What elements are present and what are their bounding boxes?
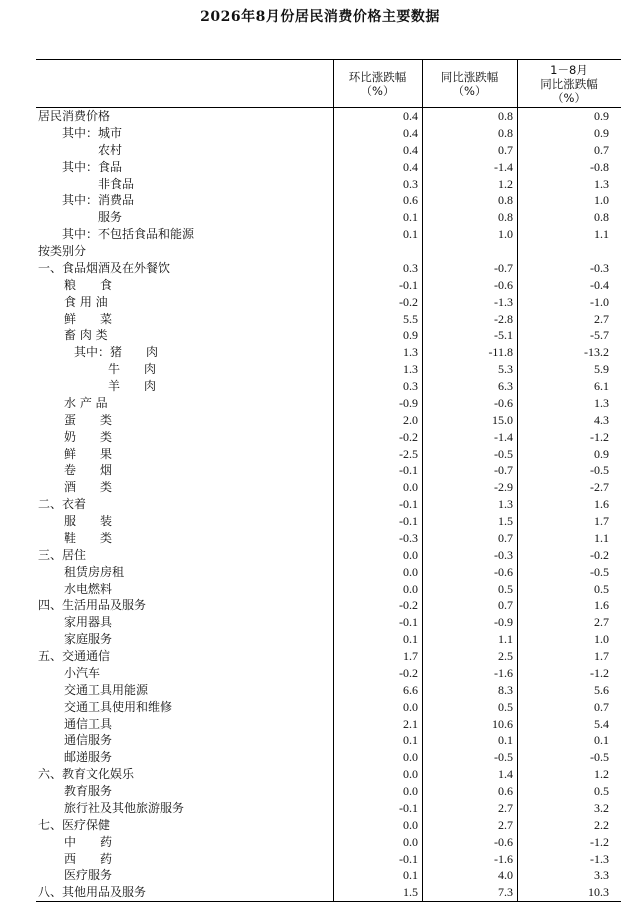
table-row — [36, 884, 621, 901]
row-label — [98, 142, 122, 159]
table-row — [36, 648, 621, 665]
row-label — [62, 159, 122, 176]
ytd-value: 2.2 — [594, 817, 609, 832]
mom-value: 0.1 — [403, 210, 418, 225]
row-label-prefix: 其中： — [62, 227, 99, 242]
mom-value: 0.4 — [403, 159, 418, 174]
ytd-value: -13.2 — [584, 345, 609, 360]
ytd-value: -1.2 — [590, 429, 609, 444]
table-row — [36, 125, 621, 142]
row-label — [64, 867, 112, 884]
table-row — [36, 243, 621, 260]
mom-value: 0.4 — [403, 109, 418, 123]
yoy-value: -0.7 — [494, 463, 513, 478]
row-label-text: 按类别分 — [38, 244, 87, 258]
row-label — [38, 884, 146, 901]
ytd-value: -0.5 — [590, 564, 609, 579]
row-label — [64, 311, 112, 328]
ytd-value: 2.7 — [594, 311, 609, 326]
mom-value: -0.2 — [399, 429, 418, 444]
row-label — [62, 192, 134, 209]
row-label — [64, 614, 112, 631]
table-row — [36, 395, 621, 412]
row-label-prefix: 其中： — [62, 125, 99, 140]
ytd-value: -0.3 — [590, 260, 609, 275]
mom-value: 0.1 — [403, 868, 418, 883]
table-row — [36, 311, 621, 328]
ytd-value: -0.8 — [590, 159, 609, 174]
mom-value: -0.1 — [399, 851, 418, 866]
row-label — [64, 513, 112, 530]
row-label-text: 一、食品烟酒及在外餐饮 — [38, 260, 171, 275]
row-label — [64, 412, 112, 429]
yoy-value: -1.6 — [494, 851, 513, 866]
row-label-text: 中 药 — [64, 834, 113, 849]
row-label-text: 粮 食 — [64, 277, 113, 292]
row-label — [64, 395, 108, 412]
mom-value: 0.1 — [403, 733, 418, 748]
ytd-value: -1.3 — [590, 851, 609, 866]
row-label-text: 旅行社及其他旅游服务 — [64, 800, 185, 815]
row-label — [62, 226, 194, 243]
table-row — [36, 277, 621, 294]
yoy-value: 0.1 — [498, 733, 513, 748]
table-row — [36, 209, 621, 226]
ytd-value: -0.5 — [590, 463, 609, 478]
mom-value: -2.5 — [399, 446, 418, 461]
ytd-value: 1.1 — [594, 227, 609, 242]
table-row — [36, 429, 621, 446]
ytd-value: 1.7 — [594, 649, 609, 663]
table-row — [36, 192, 621, 209]
mom-value: 0.0 — [403, 547, 418, 562]
mom-value: -0.1 — [399, 514, 418, 528]
row-label-text: 西 药 — [64, 851, 113, 866]
yoy-value: 0.7 — [498, 142, 513, 157]
row-label-text: 租赁房房租 — [64, 564, 125, 579]
ytd-value: 0.9 — [594, 446, 609, 461]
ytd-value: -2.7 — [590, 480, 609, 495]
yoy-value: 5.3 — [498, 362, 513, 377]
ytd-value: 0.8 — [594, 210, 609, 225]
row-label-text: 蛋 类 — [64, 412, 113, 427]
row-label-text: 服 装 — [64, 514, 113, 528]
yoy-value: 0.8 — [498, 210, 513, 225]
table-row — [36, 766, 621, 783]
table-row — [36, 699, 621, 716]
mom-value: 0.0 — [403, 750, 418, 765]
row-label-text: 食品 — [98, 159, 123, 174]
row-label-text: 卷 烟 — [64, 463, 113, 478]
mom-value: -0.1 — [399, 463, 418, 478]
yoy-value: 10.6 — [492, 716, 513, 731]
mom-value: -0.1 — [399, 615, 418, 630]
row-label — [64, 631, 112, 648]
yoy-value: 7.3 — [498, 885, 513, 900]
row-label — [64, 800, 184, 817]
row-label — [64, 277, 112, 294]
row-label — [64, 446, 112, 463]
mom-value: 1.7 — [403, 649, 418, 663]
ytd-value: 1.7 — [594, 514, 609, 528]
yoy-value: 0.8 — [498, 193, 513, 208]
row-label-text: 交通工具使用和维修 — [64, 699, 173, 714]
yoy-value: -0.6 — [494, 564, 513, 579]
ytd-value: 6.1 — [594, 379, 609, 393]
table-row — [36, 294, 621, 311]
table-row — [36, 260, 621, 277]
mom-value: 0.0 — [403, 564, 418, 579]
yoy-value: 2.5 — [498, 649, 513, 663]
table-row — [36, 749, 621, 766]
table-row — [36, 412, 621, 429]
table-row — [36, 327, 621, 344]
row-label-text: 农村 — [98, 142, 123, 157]
row-label — [64, 749, 112, 766]
row-label-text: 教育服务 — [64, 784, 113, 798]
ytd-value: 1.0 — [594, 193, 609, 208]
row-label — [38, 108, 110, 125]
yoy-value: -5.1 — [494, 328, 513, 343]
yoy-value: -1.3 — [494, 294, 513, 309]
header-mom-line2: （%） — [360, 83, 395, 98]
row-label — [64, 682, 148, 699]
mom-value: 2.1 — [403, 716, 418, 731]
yoy-value: -0.3 — [494, 547, 513, 562]
row-label — [38, 496, 86, 513]
mom-value: -0.1 — [399, 277, 418, 292]
ytd-value: -0.5 — [590, 750, 609, 765]
header-ytd — [517, 60, 621, 107]
yoy-value: -0.6 — [494, 395, 513, 410]
yoy-value: -2.8 — [494, 311, 513, 326]
table-row — [36, 665, 621, 682]
row-label — [64, 479, 112, 496]
yoy-value: 2.7 — [498, 800, 513, 815]
mom-value: -0.2 — [399, 294, 418, 309]
table-row — [36, 462, 621, 479]
yoy-value: -0.7 — [494, 260, 513, 275]
yoy-value: 4.0 — [498, 868, 513, 883]
mom-value: 0.4 — [403, 142, 418, 157]
yoy-value: -1.6 — [494, 665, 513, 680]
row-label — [38, 766, 134, 783]
row-label — [108, 378, 156, 395]
row-label-text: 八、其他用品及服务 — [38, 885, 147, 900]
table-row — [36, 226, 621, 243]
table-row — [36, 176, 621, 193]
row-label — [64, 564, 124, 581]
ytd-value: 0.9 — [594, 109, 609, 123]
row-label — [98, 176, 134, 193]
yoy-value: 15.0 — [492, 412, 513, 427]
mom-value: 0.6 — [403, 193, 418, 208]
mom-value: 1.3 — [403, 362, 418, 377]
row-label-text: 四、生活用品及服务 — [38, 598, 147, 613]
ytd-value: 0.1 — [594, 733, 609, 748]
mom-value: 1.5 — [403, 885, 418, 900]
ytd-value: 0.5 — [594, 581, 609, 596]
yoy-value: -1.4 — [494, 159, 513, 174]
mom-value: 0.3 — [403, 260, 418, 275]
ytd-value: 5.4 — [594, 716, 609, 731]
table-row — [36, 513, 621, 530]
table-header — [36, 60, 621, 108]
yoy-value: -0.9 — [494, 615, 513, 630]
yoy-value: 1.2 — [498, 176, 513, 191]
row-label — [74, 344, 158, 361]
ytd-value: -1.2 — [590, 834, 609, 849]
row-label — [64, 834, 112, 851]
row-label — [64, 429, 112, 446]
row-label — [64, 699, 172, 716]
row-label-text: 鞋 类 — [64, 530, 113, 545]
header-yoy — [422, 60, 517, 107]
row-label-text: 水电燃料 — [64, 581, 113, 596]
table-row — [36, 446, 621, 463]
mom-value: 2.0 — [403, 412, 418, 427]
row-label — [64, 462, 112, 479]
row-label-text: 食 用 油 — [64, 294, 108, 309]
row-label-text: 邮递服务 — [64, 750, 113, 765]
ytd-value: -5.7 — [590, 328, 609, 343]
yoy-value: 1.1 — [498, 632, 513, 647]
yoy-value: -0.6 — [494, 277, 513, 292]
table-row — [36, 783, 621, 800]
row-label-text: 酒 类 — [64, 480, 113, 495]
ytd-value: 1.2 — [594, 767, 609, 782]
row-label-text: 畜 肉 类 — [64, 328, 108, 343]
header-mom-line1: 环比涨跌幅 — [348, 69, 407, 84]
table-row — [36, 800, 621, 817]
row-label — [64, 665, 100, 682]
ytd-value: 0.9 — [594, 125, 609, 140]
mom-value: -0.1 — [399, 497, 418, 512]
row-label-text: 服务 — [98, 210, 123, 225]
row-label-text: 消费品 — [98, 193, 135, 208]
table-row — [36, 496, 621, 513]
row-label — [38, 243, 86, 260]
mom-value: 0.0 — [403, 834, 418, 849]
mom-value: 0.1 — [403, 632, 418, 647]
page-title: 2026年8月份居民消费价格主要数据 — [200, 9, 440, 25]
row-label — [64, 732, 112, 749]
ytd-value: 1.0 — [594, 632, 609, 647]
ytd-value: 3.2 — [594, 800, 609, 815]
mom-value: -0.2 — [399, 665, 418, 680]
row-label-text: 三、居住 — [38, 547, 87, 562]
table-row — [36, 716, 621, 733]
yoy-value: -0.6 — [494, 834, 513, 849]
table-body — [36, 108, 621, 901]
table-row — [36, 834, 621, 851]
row-label — [38, 817, 110, 834]
mom-value: -0.3 — [399, 530, 418, 545]
header-ytd-line2: 同比涨跌幅 — [540, 76, 598, 91]
row-label — [64, 716, 112, 733]
row-label — [38, 547, 86, 564]
row-label-text: 通信服务 — [64, 733, 113, 748]
table-row — [36, 732, 621, 749]
row-label — [38, 260, 170, 277]
table-row — [36, 479, 621, 496]
row-label-text: 鲜 菜 — [64, 311, 113, 326]
table-row — [36, 682, 621, 699]
row-label-text: 城市 — [98, 125, 123, 140]
row-label-text: 二、衣着 — [38, 497, 87, 512]
row-label-text: 猪 肉 — [110, 345, 159, 360]
row-label-text: 鲜 果 — [64, 446, 113, 461]
row-label-text: 交通工具用能源 — [64, 682, 149, 697]
row-label-prefix: 其中： — [62, 159, 99, 174]
table-row — [36, 631, 621, 648]
yoy-value: 0.7 — [498, 598, 513, 613]
header-yoy-line2: （%） — [452, 83, 487, 98]
header-yoy-line1: 同比涨跌幅 — [440, 69, 499, 84]
table-row — [36, 564, 621, 581]
yoy-value: 0.6 — [498, 784, 513, 798]
row-label-text: 七、医疗保健 — [38, 817, 111, 832]
cpi-table — [36, 59, 621, 902]
yoy-value: 0.8 — [498, 109, 513, 123]
ytd-value: 0.7 — [594, 699, 609, 714]
yoy-value: 1.0 — [498, 227, 513, 242]
table-row — [36, 851, 621, 868]
ytd-value: 10.3 — [588, 885, 609, 900]
table-row — [36, 817, 621, 834]
ytd-value: 1.6 — [594, 497, 609, 512]
row-label — [64, 530, 112, 547]
yoy-value: -0.5 — [494, 750, 513, 765]
yoy-value: 0.7 — [498, 530, 513, 545]
table-row — [36, 547, 621, 564]
table-row — [36, 159, 621, 176]
row-label-text: 羊 肉 — [108, 379, 157, 393]
row-label-prefix: 其中： — [74, 345, 111, 360]
row-label-text: 六、教育文化娱乐 — [38, 767, 135, 782]
table-row — [36, 108, 621, 125]
mom-value: 0.3 — [403, 176, 418, 191]
yoy-value: 0.5 — [498, 581, 513, 596]
mom-value: 0.0 — [403, 581, 418, 596]
row-label-text: 居民消费价格 — [38, 109, 111, 123]
row-label — [64, 327, 108, 344]
mom-value: 0.0 — [403, 817, 418, 832]
header-ytd-line1: 1－8月 — [550, 62, 588, 77]
table-row — [36, 581, 621, 598]
yoy-value: -11.8 — [488, 345, 513, 360]
row-label-text: 家用器具 — [64, 615, 113, 630]
row-label-prefix: 其中： — [62, 193, 99, 208]
row-label-text: 水 产 品 — [64, 395, 108, 410]
yoy-value: 0.5 — [498, 699, 513, 714]
ytd-value: 5.6 — [594, 682, 609, 697]
row-label-text: 不包括食品和能源 — [98, 227, 195, 242]
yoy-value: -1.4 — [494, 429, 513, 444]
ytd-value: 1.6 — [594, 598, 609, 613]
mom-value: 0.0 — [403, 784, 418, 798]
ytd-value: -0.2 — [590, 547, 609, 562]
table-row — [36, 597, 621, 614]
row-label-text: 奶 类 — [64, 429, 113, 444]
row-label — [62, 125, 122, 142]
row-label — [38, 597, 146, 614]
yoy-value: 2.7 — [498, 817, 513, 832]
mom-value: 0.4 — [403, 125, 418, 140]
ytd-value: 0.7 — [594, 142, 609, 157]
header-mom — [333, 60, 422, 107]
mom-value: 0.3 — [403, 379, 418, 393]
yoy-value: 1.5 — [498, 514, 513, 528]
mom-value: -0.9 — [399, 395, 418, 410]
mom-value: 0.9 — [403, 328, 418, 343]
mom-value: -0.1 — [399, 800, 418, 815]
table-row — [36, 344, 621, 361]
header-ytd-line3: （%） — [552, 90, 586, 105]
ytd-value: 1.1 — [594, 530, 609, 545]
ytd-value: 0.5 — [594, 784, 609, 798]
table-row — [36, 614, 621, 631]
ytd-value: 3.3 — [594, 868, 609, 883]
row-label-text: 小汽车 — [64, 665, 101, 680]
mom-value: 6.6 — [403, 682, 418, 697]
row-label-text: 医疗服务 — [64, 868, 113, 883]
row-label — [64, 581, 112, 598]
row-label — [64, 851, 112, 868]
mom-value: 0.1 — [403, 227, 418, 242]
yoy-value: -0.5 — [494, 446, 513, 461]
table-row — [36, 142, 621, 159]
table-row — [36, 530, 621, 547]
row-label — [38, 648, 110, 665]
ytd-value: 4.3 — [594, 412, 609, 427]
ytd-value: -1.0 — [590, 294, 609, 309]
table-row — [36, 867, 621, 884]
yoy-value: 0.8 — [498, 125, 513, 140]
table-row — [36, 361, 621, 378]
row-label — [108, 361, 156, 378]
yoy-value: -2.9 — [494, 480, 513, 495]
mom-value: 0.0 — [403, 699, 418, 714]
yoy-value: 6.3 — [498, 379, 513, 393]
row-label — [98, 209, 122, 226]
ytd-value: 5.9 — [594, 362, 609, 377]
mom-value: 0.0 — [403, 767, 418, 782]
row-label-text: 通信工具 — [64, 716, 113, 731]
ytd-value: 1.3 — [594, 176, 609, 191]
mom-value: -0.2 — [399, 598, 418, 613]
yoy-value: 1.4 — [498, 767, 513, 782]
yoy-value: 1.3 — [498, 497, 513, 512]
row-label — [64, 294, 108, 311]
ytd-value: -1.2 — [590, 665, 609, 680]
yoy-value: 8.3 — [498, 682, 513, 697]
row-label-text: 家庭服务 — [64, 632, 113, 647]
ytd-value: -0.4 — [590, 277, 609, 292]
row-label-text: 非食品 — [98, 176, 135, 191]
mom-value: 1.3 — [403, 345, 418, 360]
ytd-value: 2.7 — [594, 615, 609, 630]
table-row — [36, 378, 621, 395]
ytd-value: 1.3 — [594, 395, 609, 410]
row-label — [64, 783, 112, 800]
row-label-text: 五、交通通信 — [38, 649, 111, 663]
mom-value: 5.5 — [403, 311, 418, 326]
mom-value: 0.0 — [403, 480, 418, 495]
row-label-text: 牛 肉 — [108, 362, 157, 377]
